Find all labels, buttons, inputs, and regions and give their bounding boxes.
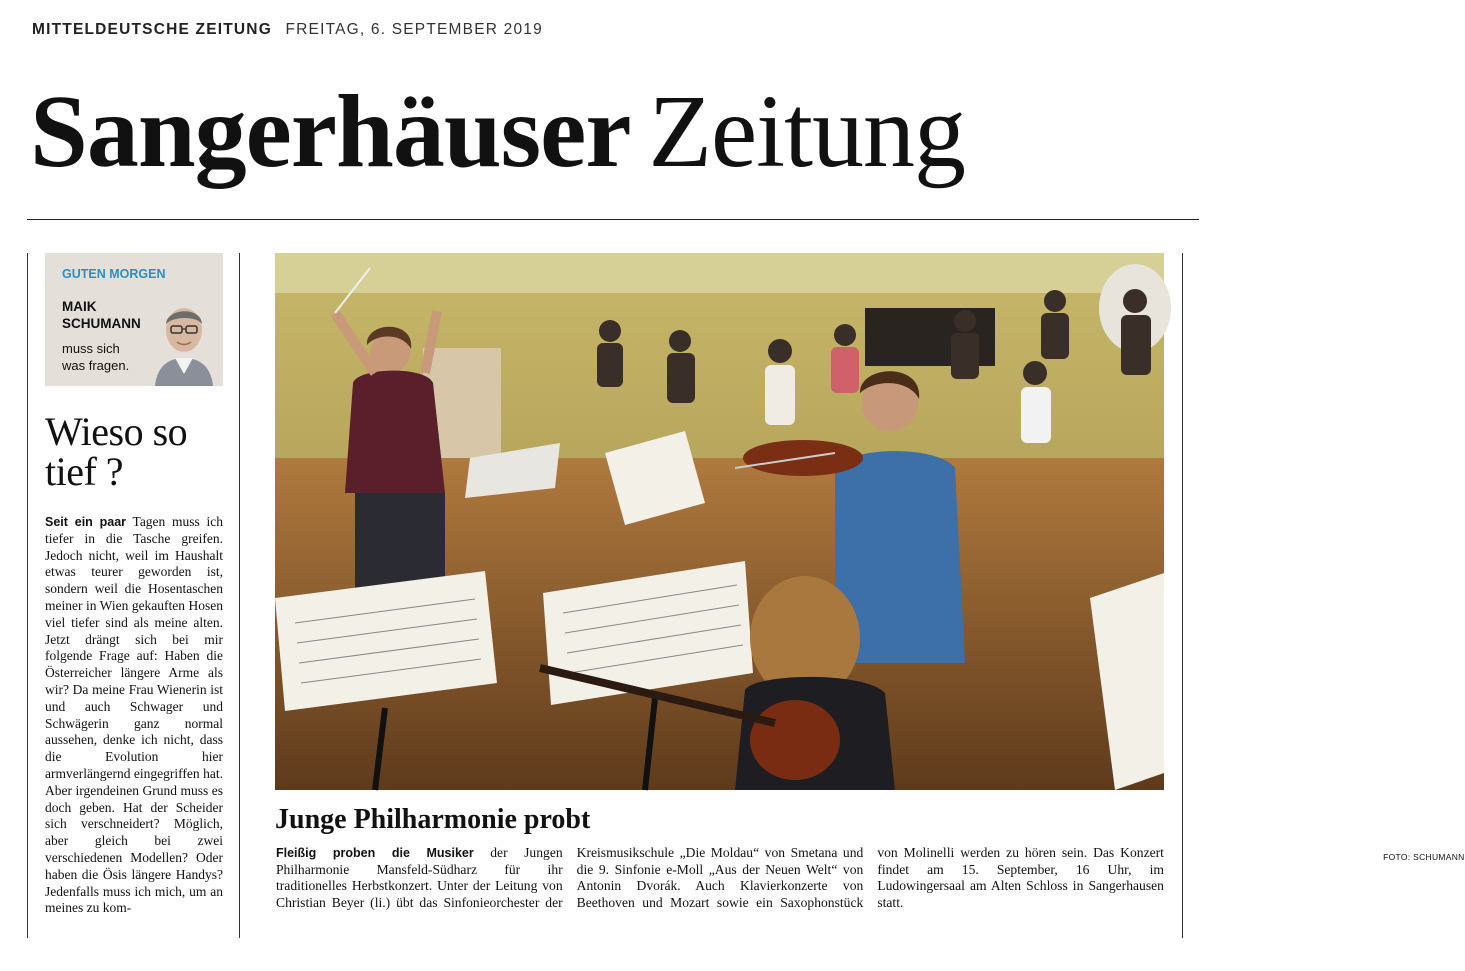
- box-label: GUTEN MORGEN: [62, 267, 166, 281]
- photo-credit: FOTO: SCHUMANN: [1383, 852, 1465, 862]
- masthead: [30, 68, 965, 196]
- topline: [32, 21, 543, 43]
- masthead-rule: [27, 219, 1199, 220]
- column-headline: Wieso so tief ?: [45, 409, 188, 494]
- caption-text: der Jungen Philharmonie Mansfeld-Südharz für ihr traditionelles Herbstkonzert. Unter der Leitung von Christian Beyer (li.) übt das Sinfonieorchester der Kreismusikschule „Die Moldau“ von Smetana und die 9. Sinfonie e-Moll „Aus der Neuen Welt“ von Antonin Dvorák. Auch Klavierkonzerte von Beethoven und Mozart sowie ein Saxophonstück von Molinelli werden zu hören sein. Das Konzert findet am 15. September, 16 Uhr, im Ludowingersaal am Alten Schloss in Sangerhausen statt.: [276, 845, 1164, 910]
- masthead-bold: Sangerhäuser: [30, 74, 631, 189]
- column-body: [45, 514, 223, 938]
- caption-lead: Fleißig proben die Musiker: [276, 846, 474, 860]
- masthead-regular: Zeitung: [648, 74, 965, 189]
- issue-date: FREITAG, 6. SEPTEMBER 2019: [285, 21, 543, 38]
- photo-caption: [276, 845, 1465, 915]
- orchestra-rehearsal-image: [275, 253, 1164, 790]
- author-portrait: [145, 294, 223, 386]
- column-rule-left: [27, 253, 28, 938]
- column-lead: Seit ein paar: [45, 515, 127, 529]
- column-text: Tagen muss ich tiefer in die Tasche greifen. Jedoch nicht, weil im Haushalt etwas teurer geworden ist, sondern weil die Hosentaschen meiner in Wien gekauften Hosen viel tiefer sind als meine alten. Jetzt drängt sich bei mir folgende Frage auf: Haben die Österreicher längere Arme als wir? Da meine Frau Wienerin ist und auch Schwager und Schwägerin ganz normal aussehen, denke ich nicht, dass die Evolution hier armverlängernd eingegriffen hat. Aber irgendeinen Grund muss es doch geben. Hat der Scheider sich verschneidert? Möglich, aber gleich bei zwei verschiedenen Modellen? Oder haben die Ösis längere Handys? Jedenfalls muss ich mich, um an meines zu kom-: [45, 514, 223, 916]
- photo-headline: Junge Philharmonie probt: [275, 804, 591, 835]
- newspaper-name: MITTELDEUTSCHE ZEITUNG: [32, 21, 272, 38]
- orchestra-photo: [275, 253, 1164, 790]
- author-name: MAIK SCHUMANN: [62, 299, 141, 331]
- author-tagline: muss sich was fragen.: [62, 341, 130, 373]
- column-rule-right: [1182, 253, 1183, 938]
- guten-morgen-box: [45, 253, 223, 386]
- column-rule-middle: [239, 253, 240, 938]
